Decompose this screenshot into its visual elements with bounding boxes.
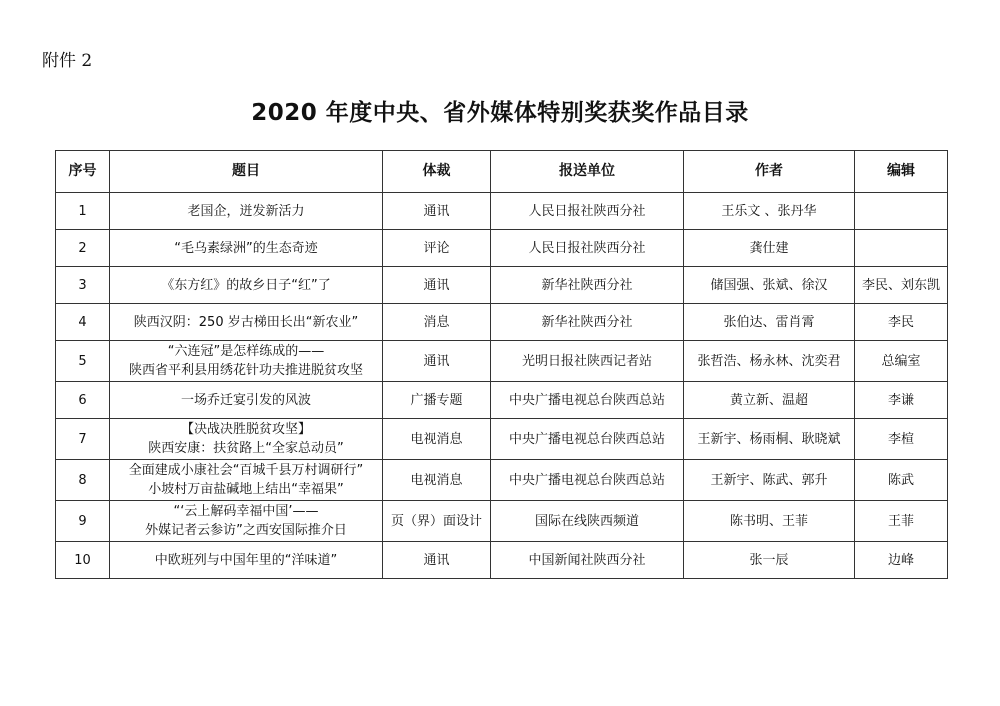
- cell-genre: 通讯: [383, 267, 491, 304]
- cell-genre: 通讯: [383, 193, 491, 230]
- cell-author: 王新宇、杨雨桐、耿晓斌: [684, 419, 855, 460]
- header-number: 序号: [56, 151, 110, 193]
- cell-editor: 李民: [855, 304, 948, 341]
- cell-number: 9: [56, 501, 110, 542]
- cell-unit: 人民日报社陕西分社: [491, 230, 684, 267]
- header-author: 作者: [684, 151, 855, 193]
- cell-editor: 总编室: [855, 341, 948, 382]
- cell-editor: [855, 230, 948, 267]
- cell-editor: 陈武: [855, 460, 948, 501]
- title-line: “毛乌素绿洲”的生态奇迹: [174, 240, 318, 256]
- cell-genre: 通讯: [383, 341, 491, 382]
- cell-title: [110, 460, 383, 501]
- cell-author: 王新宇、陈武、郭升: [684, 460, 855, 501]
- cell-title: [110, 501, 383, 542]
- header-genre: 体裁: [383, 151, 491, 193]
- cell-genre: 通讯: [383, 542, 491, 579]
- title-line: 外媒记者云参访”之西安国际推介日: [145, 523, 347, 538]
- title-line: 陕西汉阴：250 岁古梯田长出“新农业”: [133, 314, 359, 330]
- cell-genre: 广播专题: [383, 382, 491, 419]
- cell-title: [110, 542, 383, 579]
- cell-unit: 中国新闻社陕西分社: [491, 542, 684, 579]
- table-row: [56, 501, 948, 542]
- cell-author: 张哲浩、杨永林、沈奕君: [684, 341, 855, 382]
- title-line: 一场乔迁宴引发的风波: [180, 392, 311, 408]
- cell-unit: 中央广播电视总台陕西总站: [491, 460, 684, 501]
- cell-title: [110, 267, 383, 304]
- cell-title: [110, 230, 383, 267]
- cell-unit: 光明日报社陕西记者站: [491, 341, 684, 382]
- title-line: 老国企，迸发新活力: [187, 203, 305, 219]
- table-row: [56, 382, 948, 419]
- cell-unit: 新华社陕西分社: [491, 304, 684, 341]
- table-row: [56, 230, 948, 267]
- table-row: [56, 542, 948, 579]
- header-unit: 报送单位: [491, 151, 684, 193]
- cell-unit: 国际在线陕西频道: [491, 501, 684, 542]
- cell-editor: [855, 193, 948, 230]
- title-line: 小坡村万亩盐碱地上结出“幸福果”: [148, 482, 344, 497]
- table-row: [56, 419, 948, 460]
- table-row: [56, 341, 948, 382]
- cell-number: 5: [56, 341, 110, 382]
- awards-table: [55, 150, 948, 579]
- cell-author: 龚仕建: [684, 230, 855, 267]
- table-row: [56, 267, 948, 304]
- cell-author: 张一辰: [684, 542, 855, 579]
- attachment-label: 附件 2: [42, 51, 93, 71]
- cell-author: 王乐文 、张丹华: [684, 193, 855, 230]
- cell-number: 10: [56, 542, 110, 579]
- title-line: 中欧班列与中国年里的“洋味道”: [154, 552, 338, 568]
- document-title: 2020 年度中央、省外媒体特别奖获奖作品目录: [251, 100, 749, 126]
- cell-title: [110, 419, 383, 460]
- title-line: 陕西省平利县用绣花针功夫推进脱贫攻坚: [128, 363, 363, 378]
- title-line: 《东方红》的故乡日子“红”了: [161, 277, 331, 293]
- cell-title: [110, 382, 383, 419]
- cell-number: 3: [56, 267, 110, 304]
- cell-title: [110, 193, 383, 230]
- cell-number: 4: [56, 304, 110, 341]
- cell-genre: 消息: [383, 304, 491, 341]
- header-editor: 编辑: [855, 151, 948, 193]
- cell-genre: 评论: [383, 230, 491, 267]
- cell-author: 陈书明、王菲: [684, 501, 855, 542]
- cell-genre: 电视消息: [383, 419, 491, 460]
- title-line: “‘云上解码幸福中国’——: [173, 504, 319, 519]
- cell-editor: 王菲: [855, 501, 948, 542]
- cell-title: [110, 341, 383, 382]
- title-line: 全面建成小康社会“百城千县万村调研行”: [128, 463, 364, 478]
- table-row: [56, 460, 948, 501]
- cell-unit: 人民日报社陕西分社: [491, 193, 684, 230]
- table-header-row: [56, 151, 948, 193]
- title-line: 陕西安康：扶贫路上“全家总动员”: [148, 441, 344, 456]
- cell-author: 张伯达、雷肖霄: [684, 304, 855, 341]
- cell-author: 储国强、张斌、徐汉: [684, 267, 855, 304]
- header-title: 题目: [110, 151, 383, 193]
- cell-number: 6: [56, 382, 110, 419]
- cell-title: [110, 304, 383, 341]
- cell-number: 1: [56, 193, 110, 230]
- title-line: “六连冠”是怎样练成的——: [167, 344, 325, 359]
- cell-author: 黄立新、温超: [684, 382, 855, 419]
- cell-genre: 电视消息: [383, 460, 491, 501]
- cell-editor: 李楦: [855, 419, 948, 460]
- cell-number: 2: [56, 230, 110, 267]
- cell-number: 7: [56, 419, 110, 460]
- table-row: [56, 193, 948, 230]
- cell-number: 8: [56, 460, 110, 501]
- table-row: [56, 304, 948, 341]
- cell-unit: 中央广播电视总台陕西总站: [491, 382, 684, 419]
- cell-unit: 中央广播电视总台陕西总站: [491, 419, 684, 460]
- cell-editor: 李民、刘东凯: [855, 267, 948, 304]
- cell-editor: 边峰: [855, 542, 948, 579]
- cell-unit: 新华社陕西分社: [491, 267, 684, 304]
- cell-editor: 李谦: [855, 382, 948, 419]
- cell-genre: 页（界）面设计: [383, 501, 491, 542]
- title-line: 【决战决胜脱贫攻坚】: [180, 422, 311, 437]
